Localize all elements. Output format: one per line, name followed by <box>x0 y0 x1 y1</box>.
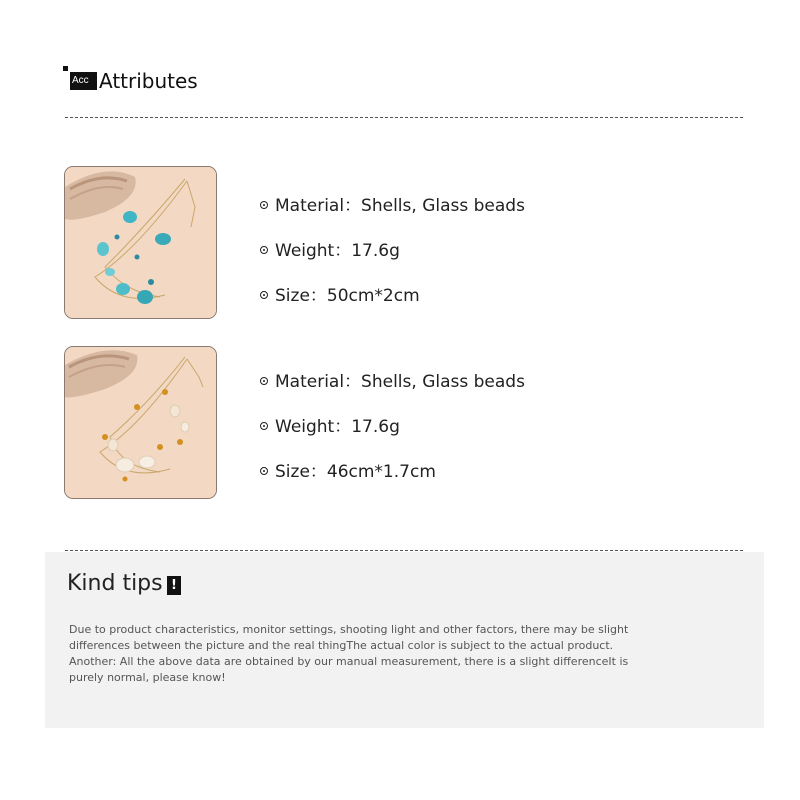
attribute-text: Weight：17.6g <box>275 241 400 261</box>
product-image-amber-necklace <box>64 346 217 499</box>
attribute-row <box>260 367 525 392</box>
attribute-row <box>260 281 420 306</box>
attribute-text: Material：Shells, Glass beads <box>275 196 525 216</box>
product-image-teal-necklace <box>64 166 217 319</box>
necklace-illustration-amber <box>65 347 216 498</box>
attribute-row <box>260 236 400 261</box>
kind-tips-text: Due to product characteristics, monitor settings, shooting light and other factors, there may be slight differences between the picture and the real thingThe actual color is subject to the actual product. Another: All the above data are obtained by our manual measurement, there is a slight differenceIt is purely normal, please know! <box>69 623 629 684</box>
attribute-text: Weight：17.6g <box>275 417 400 437</box>
bottom-divider <box>65 550 743 551</box>
kind-tips-title: Kind tips <box>67 571 163 596</box>
attribute-text: Size：46cm*1.7cm <box>275 462 436 482</box>
attribute-row <box>260 191 525 216</box>
kind-tips-panel <box>45 552 764 728</box>
bullet-icon <box>260 246 268 254</box>
bullet-icon <box>260 291 268 299</box>
bullet-icon <box>260 467 268 475</box>
necklace-illustration-teal <box>65 167 216 318</box>
attribute-text: Size：50cm*2cm <box>275 286 420 306</box>
bullet-icon <box>260 422 268 430</box>
exclamation-icon: ! <box>167 576 181 595</box>
bullet-icon <box>260 201 268 209</box>
bullet-icon <box>260 377 268 385</box>
header-badge: Acc <box>70 72 97 90</box>
header-marker <box>63 66 68 71</box>
attribute-text: Material：Shells, Glass beads <box>275 372 525 392</box>
top-divider <box>65 117 743 118</box>
attribute-row <box>260 412 400 437</box>
attribute-row <box>260 457 436 482</box>
section-title: Attributes <box>99 69 198 93</box>
